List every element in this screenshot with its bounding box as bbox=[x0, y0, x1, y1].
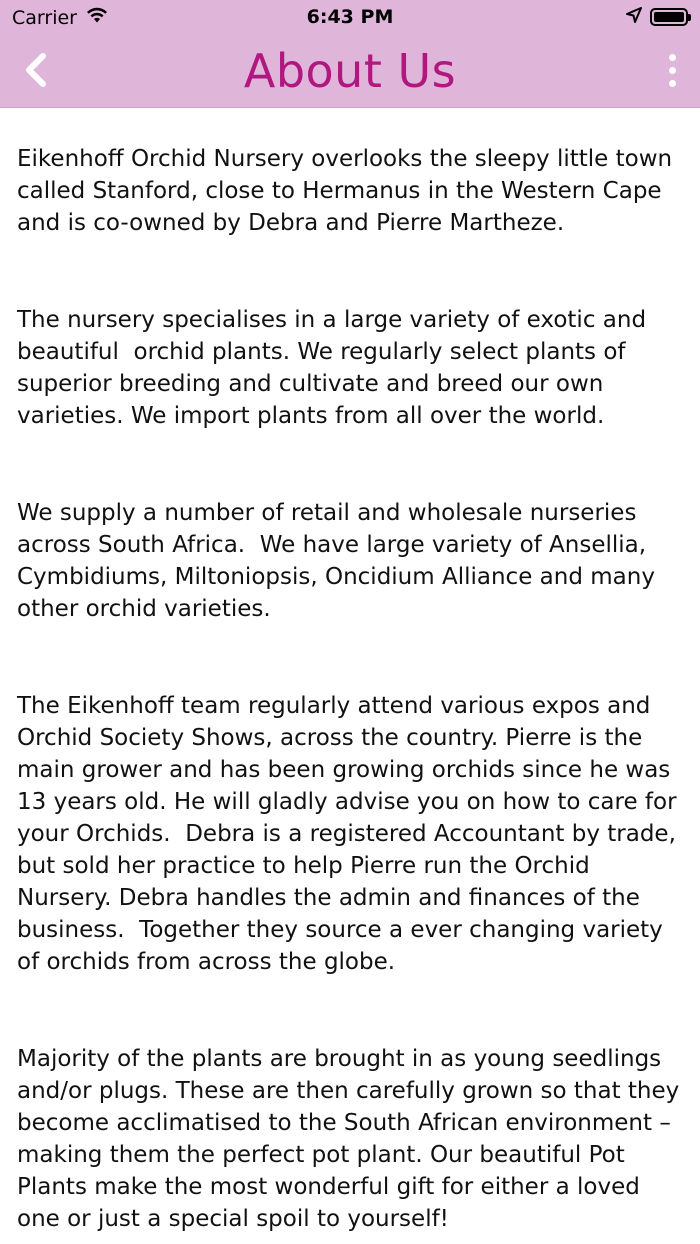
about-paragraph-supply: We supply a number of retail and wholesale nurseries across South Africa. We have large variety of Ansellia, Cymbidiums, Miltoniopsis, Oncidium Alliance and many other orchid varieties. bbox=[17, 500, 663, 622]
status-bar bbox=[0, 0, 700, 36]
more-options-button[interactable] bbox=[660, 48, 684, 92]
battery-level bbox=[654, 12, 684, 22]
clock: 6:43 PM bbox=[306, 6, 394, 28]
about-paragraph-team: The Eikenhoff team regularly attend various expos and Orchid Society Shows, across the country. Pierre is the main grower and has been growing orchids since he was 13 years old. He will gladly advise you on how to care for your Orchids. Debra is a registered Accountant by trade, but sold her practice to help Pierre run the Orchid Nursery. Debra handles the admin and finances of the business. Together they source a ever changing variety of orchids from across the globe. bbox=[17, 693, 684, 975]
status-right-group bbox=[626, 6, 688, 28]
more-vertical-icon-dot bbox=[669, 54, 676, 61]
about-paragraph-intro: Eikenhoff Orchid Nursery overlooks the sleepy little town called Stanford, close to Hermanus in the Western Cape and is co-owned by Debra and Pierre Martheze. bbox=[17, 146, 680, 236]
location-arrow-icon bbox=[626, 6, 642, 28]
about-paragraph-specialities: The nursery specialises in a large variety of exotic and beautiful orchid plants. We regularly select plants of superior breeding and cultivate and breed our own varieties. We import plants from all over the world. bbox=[17, 307, 654, 429]
header-bar bbox=[0, 0, 700, 108]
battery-icon bbox=[650, 8, 688, 26]
about-content bbox=[17, 143, 687, 1244]
about-paragraph-plants: Majority of the plants are brought in as young seedlings and/or plugs. These are then carefully grown so that they become acclimatised to the South African environment – making them the perfect pot plant. Our beautiful Pot Plants make the most wonderful gift for either a loved one or just a special spoil to yourself! bbox=[17, 1046, 687, 1232]
more-vertical-icon-dot bbox=[669, 80, 676, 87]
more-vertical-icon-dot bbox=[669, 67, 676, 74]
page-title: About Us bbox=[243, 44, 457, 98]
carrier-label: Carrier bbox=[12, 6, 77, 29]
navigation-bar bbox=[0, 36, 700, 108]
